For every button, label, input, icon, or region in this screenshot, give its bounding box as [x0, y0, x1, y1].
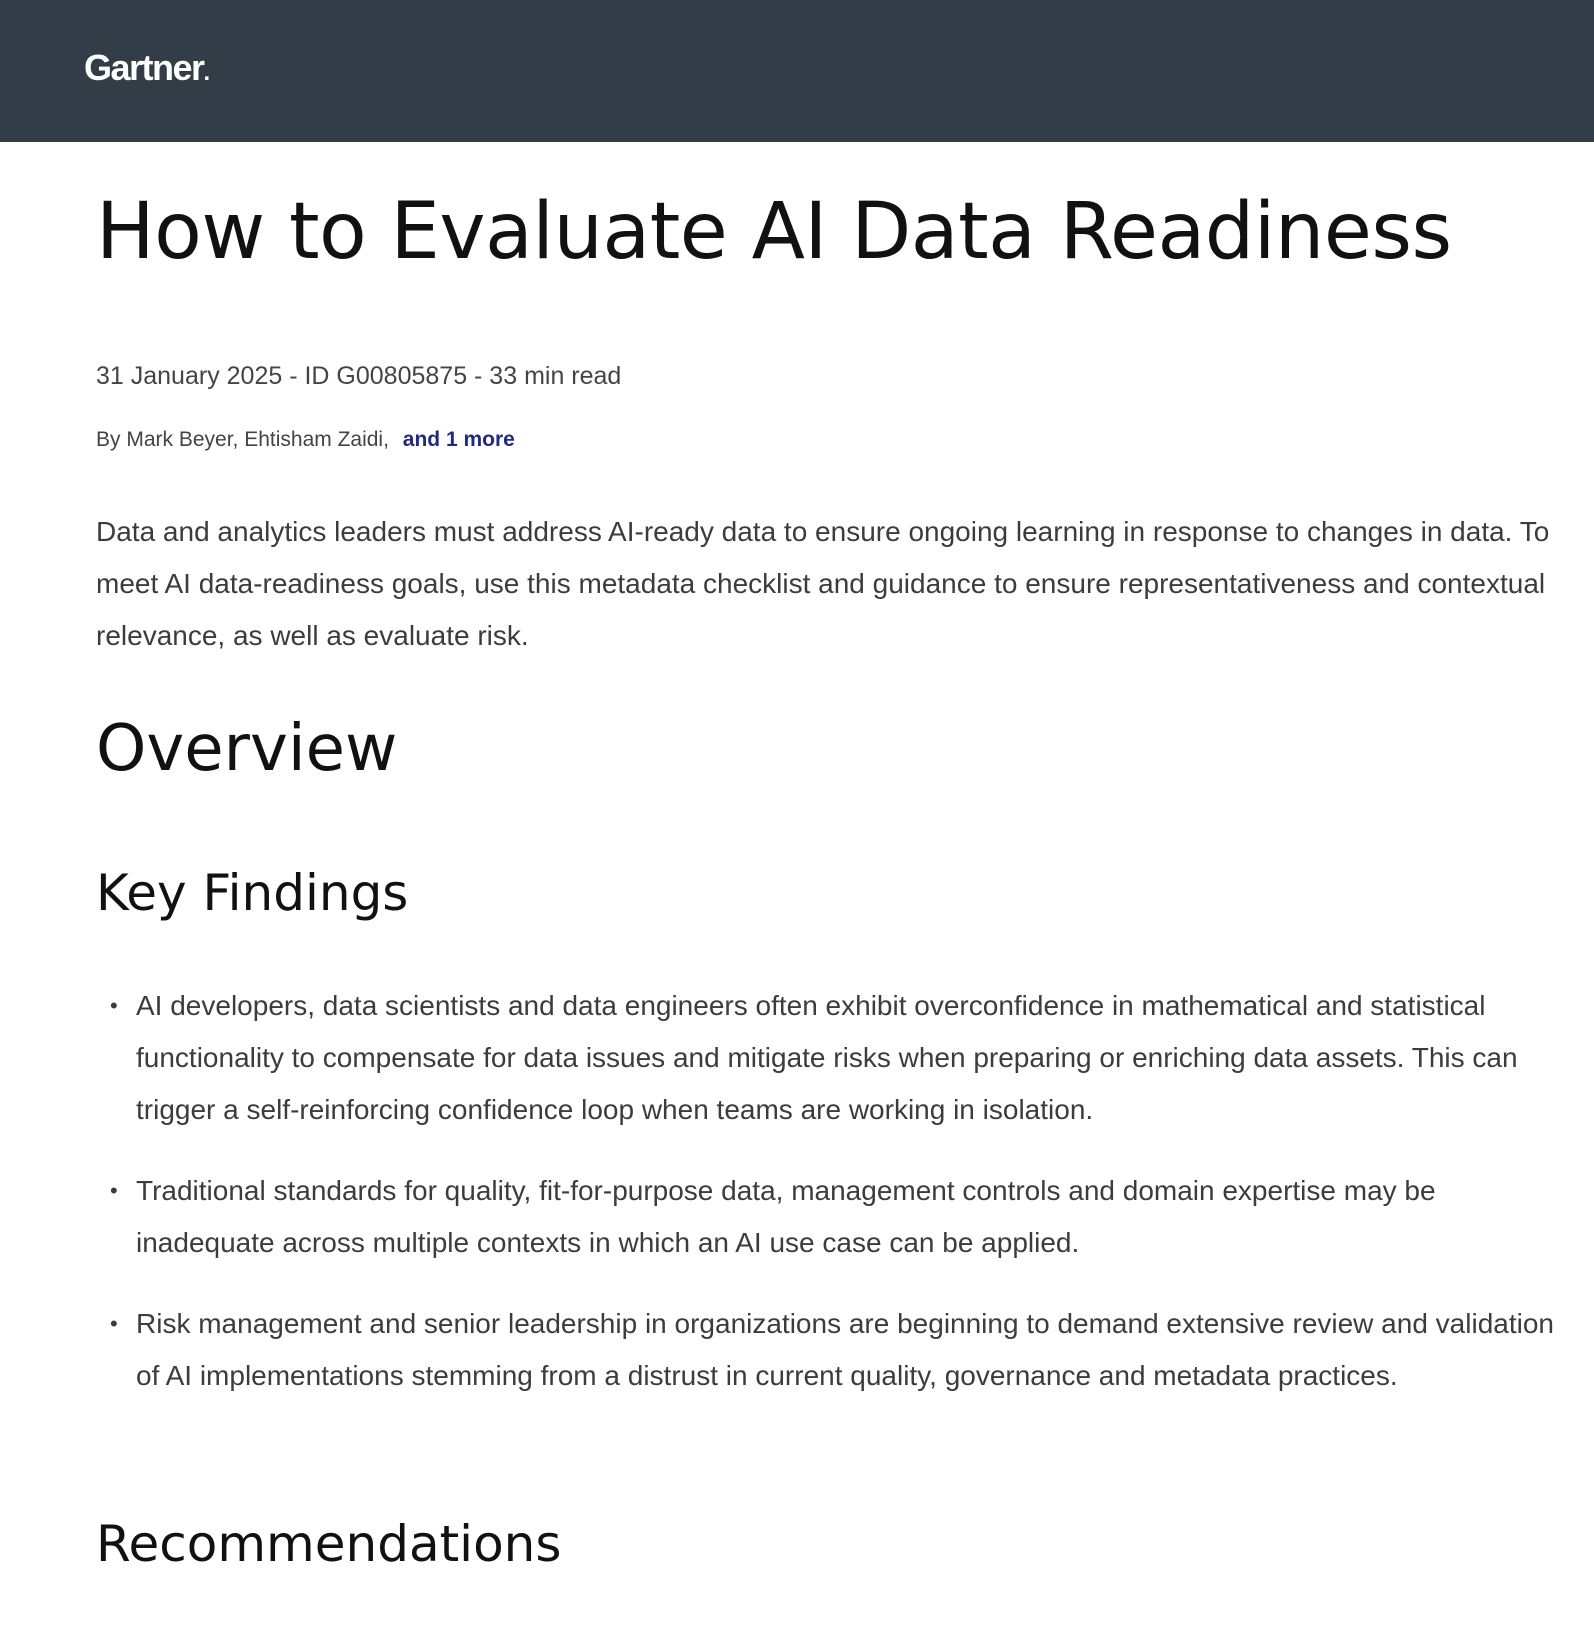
logo-text: Gartner	[84, 47, 204, 88]
bullet-icon: •	[110, 1311, 118, 1336]
finding-text: Traditional standards for quality, fit-for-purpose data, management controls and domain expertise may be inadequate across multiple contexts in which an AI use case can be applied.	[136, 1175, 1436, 1258]
bullet-icon: •	[110, 993, 118, 1018]
more-authors-link[interactable]: and 1 more	[402, 428, 515, 451]
top-header-bar	[0, 0, 1594, 142]
page-title: How to Evaluate AI Data Readiness	[96, 187, 1452, 277]
list-item	[96, 1298, 1566, 1402]
article-meta: 31 January 2025 - ID G00805875 - 33 min read	[96, 362, 622, 390]
key-findings-list	[96, 980, 1566, 1431]
finding-text: Risk management and senior leadership in organizations are beginning to demand extensive review and validation of AI implementations stemming from a distrust in current quality, governance and metadata practices.	[136, 1308, 1554, 1391]
author-byline	[96, 428, 515, 452]
bullet-icon: •	[110, 1178, 118, 1203]
overview-heading: Overview	[96, 712, 398, 786]
author-names: By Mark Beyer, Ehtisham Zaidi,	[96, 428, 389, 451]
article-summary: Data and analytics leaders must address AI-ready data to ensure ongoing learning in response to changes in data. To meet AI data-readiness goals, use this metadata checklist and guidance to ensure representativeness and contextual relevance, as well as evaluate risk.	[96, 516, 1550, 651]
key-findings-heading: Key Findings	[96, 864, 409, 922]
recommendations-heading: Recommendations	[96, 1515, 562, 1573]
gartner-logo[interactable]	[84, 47, 211, 88]
list-item	[96, 1165, 1566, 1269]
logo-dot: .	[203, 59, 211, 86]
finding-text: AI developers, data scientists and data engineers often exhibit overconfidence in mathematical and statistical functionality to compensate for data issues and mitigate risks when preparing or enriching data assets. This can trigger a self-reinforcing confidence loop when teams are working in isolation.	[136, 990, 1518, 1125]
list-item	[96, 980, 1566, 1136]
